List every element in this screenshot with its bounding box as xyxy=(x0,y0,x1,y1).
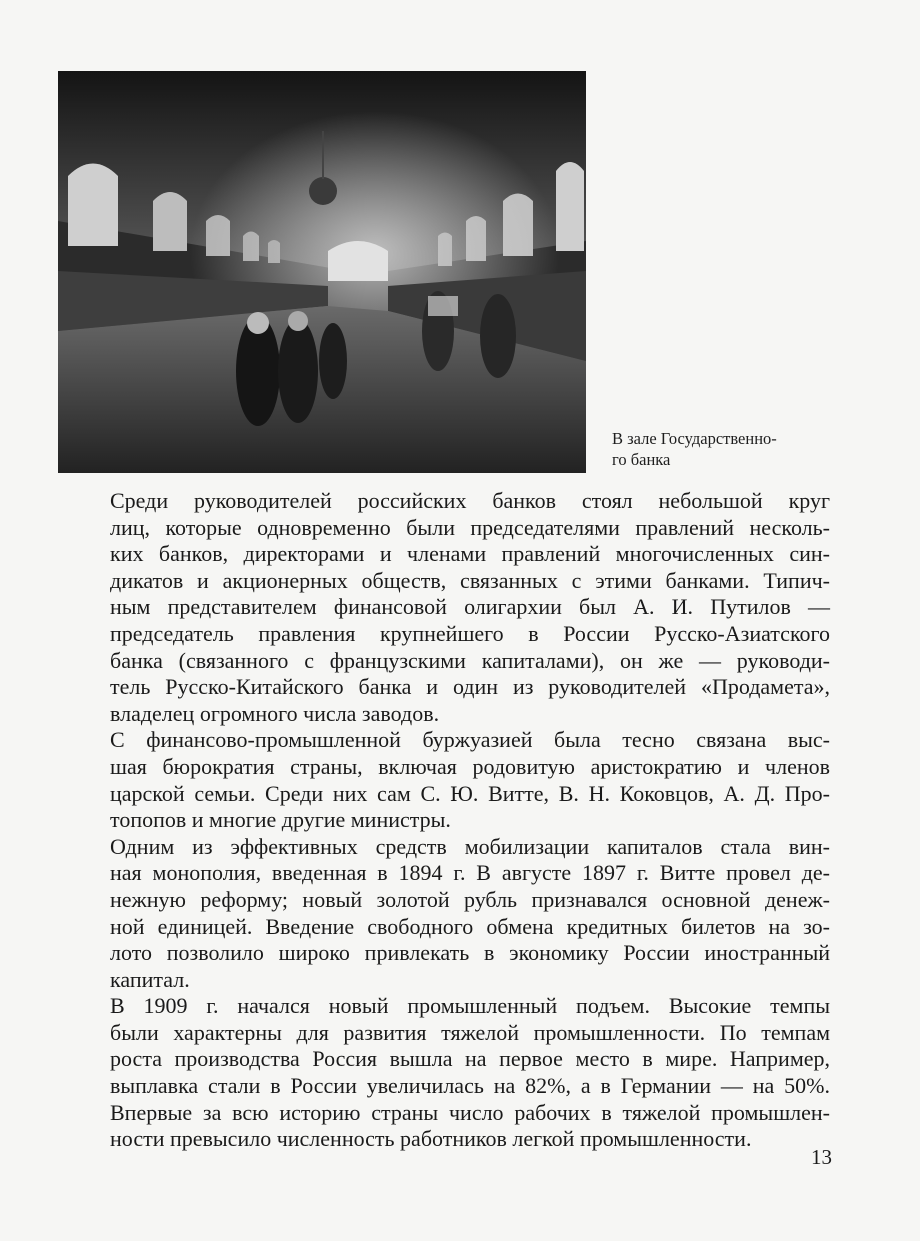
text-line: выплавка стали в России увеличилась на 82%, а в Германии — на 50%. xyxy=(110,1073,830,1099)
text-line: В 1909 г. начался новый промышленный подъем. Высокие темпы xyxy=(110,993,830,1019)
text-line: роста производства Россия вышла на первое место в мире. Например, xyxy=(110,1046,830,1072)
photo-caption xyxy=(612,428,852,470)
text-line: лиц, которые одновременно были председателями правлений несколь- xyxy=(110,514,830,540)
text-line: топопов и многие другие министры. xyxy=(110,807,451,833)
text-line: капитал. xyxy=(110,966,190,992)
text-line: царской семьи. Среди них сам С. Ю. Витте, В. Н. Коковцов, А. Д. Про- xyxy=(110,780,830,806)
page-number: 13 xyxy=(811,1145,832,1169)
paragraph-4 xyxy=(60,993,830,1153)
body-text xyxy=(60,488,830,1153)
paragraph-3 xyxy=(60,834,830,994)
text-line: ких банков, директорами и членами правлений многочисленных син- xyxy=(110,541,830,567)
text-line: банка (связанного с французскими капиталами), он же — руководи- xyxy=(110,647,830,673)
text-line: лото позволило широко привлекать в экономику России иностранный xyxy=(110,940,830,966)
state-bank-hall-photo xyxy=(58,71,586,473)
text-line: тель Русско-Китайского банка и один из руководителей «Продамета», xyxy=(110,674,830,700)
text-line: ная монополия, введенная в 1894 г. В августе 1897 г. Витте провел де- xyxy=(110,860,830,886)
text-line: шая бюрократия страны, включая родовитую аристократию и членов xyxy=(110,753,830,779)
caption-line: В зале Государственно- xyxy=(612,429,777,448)
text-line: Впервые за всю историю страны число рабочих в тяжелой промышлен- xyxy=(110,1099,830,1125)
caption-line: го банка xyxy=(612,450,671,469)
text-line: ной единицей. Введение свободного обмена кредитных билетов на зо- xyxy=(110,913,830,939)
text-line: Среди руководителей российских банков стоял небольшой круг xyxy=(110,488,830,513)
paragraph-1 xyxy=(60,488,830,727)
text-line: нежную реформу; новый золотой рубль признавался основной денеж- xyxy=(110,886,830,912)
text-line: Одним из эффективных средств мобилизации капиталов стала вин- xyxy=(110,833,830,859)
text-line: ности превысило численность работников легкой промышленности. xyxy=(110,1126,752,1152)
text-line: председатель правления крупнейшего в России Русско-Азиатского xyxy=(110,620,830,646)
text-line: ным представителем финансовой олигархии был А. И. Путилов — xyxy=(110,594,830,620)
text-line: были характерны для развития тяжелой промышленности. По темпам xyxy=(110,1019,830,1045)
text-line: владелец огромного числа заводов. xyxy=(110,700,440,726)
text-line: дикатов и акционерных обществ, связанных с этими банками. Типич- xyxy=(110,567,830,593)
text-line: С финансово-промышленной буржуазией была тесно связана выс- xyxy=(110,727,830,753)
paragraph-2 xyxy=(60,727,830,833)
